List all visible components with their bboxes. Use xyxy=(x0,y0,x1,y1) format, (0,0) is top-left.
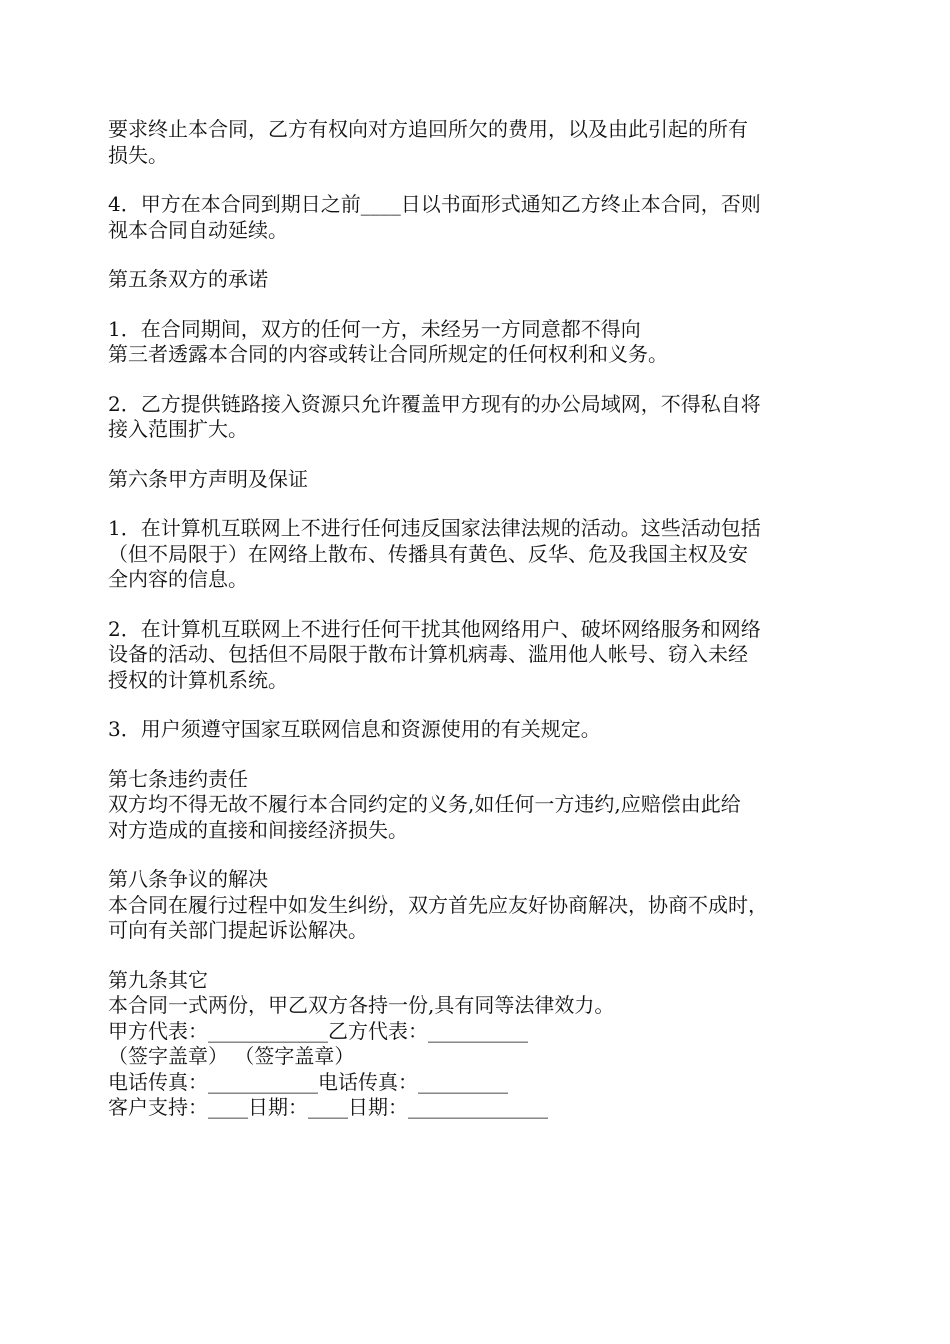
paragraph-termination-claim xyxy=(108,117,868,168)
text-line: 4．甲方在本合同到期日之前____日以书面形式通知乙方终止本合同，否则 xyxy=(108,192,761,216)
paragraph-clause-4-notice xyxy=(108,192,868,243)
text-line: 接入范围扩大。 xyxy=(108,417,248,441)
signature-line-fax: 电话传真：___________电话传真：_________ xyxy=(108,1069,508,1094)
text-line: 2．乙方提供链路接入资源只允许覆盖甲方现有的办公局域网，不得私自将 xyxy=(108,391,761,416)
text-line: 本合同在履行过程中如发生纠纷，双方首先应友好协商解决，协商不成时， xyxy=(108,892,768,917)
text-line: 双方均不得无故不履行本合同约定的义务,如任何一方违约,应赔偿由此给 xyxy=(108,792,741,816)
text-line: 本合同一式两份，甲乙双方各持一份,具有同等法律效力。 xyxy=(108,993,615,1017)
paragraph-article-6-item-2 xyxy=(108,617,868,694)
signature-line-seal: （签字盖章） （签字盖章） xyxy=(108,1044,355,1068)
heading-article-5 xyxy=(108,267,868,293)
paragraph-article-5-item-1 xyxy=(108,317,868,368)
signature-line-representatives: 甲方代表：____________乙方代表：__________ xyxy=(108,1018,528,1043)
section-article-8 xyxy=(108,867,868,944)
section-heading: 第八条争议的解决 xyxy=(108,867,268,891)
text-line: 1．在计算机互联网上不进行任何违反国家法律法规的活动。这些活动包括 xyxy=(108,516,761,540)
text-line: 全内容的信息。 xyxy=(108,567,248,591)
text-line: 3．用户须遵守国家互联网信息和资源使用的有关规定。 xyxy=(108,717,601,741)
section-article-9 xyxy=(108,968,868,1121)
text-line: 对方造成的直接和间接经济损失。 xyxy=(108,817,408,842)
section-heading: 第九条其它 xyxy=(108,967,208,992)
text-line: 设备的活动、包括但不局限于散布计算机病毒、滥用他人帐号、窃入未经 xyxy=(108,642,748,666)
section-heading: 第五条双方的承诺 xyxy=(108,267,268,291)
section-heading: 第六条甲方声明及保证 xyxy=(108,466,308,491)
text-line: 可向有关部门提起诉讼解决。 xyxy=(108,918,368,942)
text-line: 要求终止本合同，乙方有权向对方追回所欠的费用，以及由此引起的所有 xyxy=(108,117,748,141)
signature-line-support-date: 客户支持：____日期：____日期：______________ xyxy=(108,1095,548,1119)
text-line: 第三者透露本合同的内容或转让合同所规定的任何权利和义务。 xyxy=(108,342,668,366)
paragraph-article-5-item-2 xyxy=(108,392,868,443)
paragraph-article-6-item-1 xyxy=(108,516,868,593)
section-heading: 第七条违约责任 xyxy=(108,766,248,791)
text-line: 授权的计算机系统。 xyxy=(108,667,288,692)
text-line: 损失。 xyxy=(108,142,168,167)
paragraph-article-6-item-3 xyxy=(108,717,868,743)
text-line: 1．在合同期间，双方的任何一方，未经另一方同意都不得向 xyxy=(108,316,641,341)
text-line: 视本合同自动延续。 xyxy=(108,217,288,242)
document-page xyxy=(108,117,868,1121)
heading-article-6 xyxy=(108,467,868,493)
text-line: 2．在计算机互联网上不进行任何干扰其他网络用户、破坏网络服务和网络 xyxy=(108,616,761,641)
text-line: （但不局限于）在网络上散布、传播具有黄色、反华、危及我国主权及安 xyxy=(108,541,748,566)
section-article-7 xyxy=(108,767,868,844)
